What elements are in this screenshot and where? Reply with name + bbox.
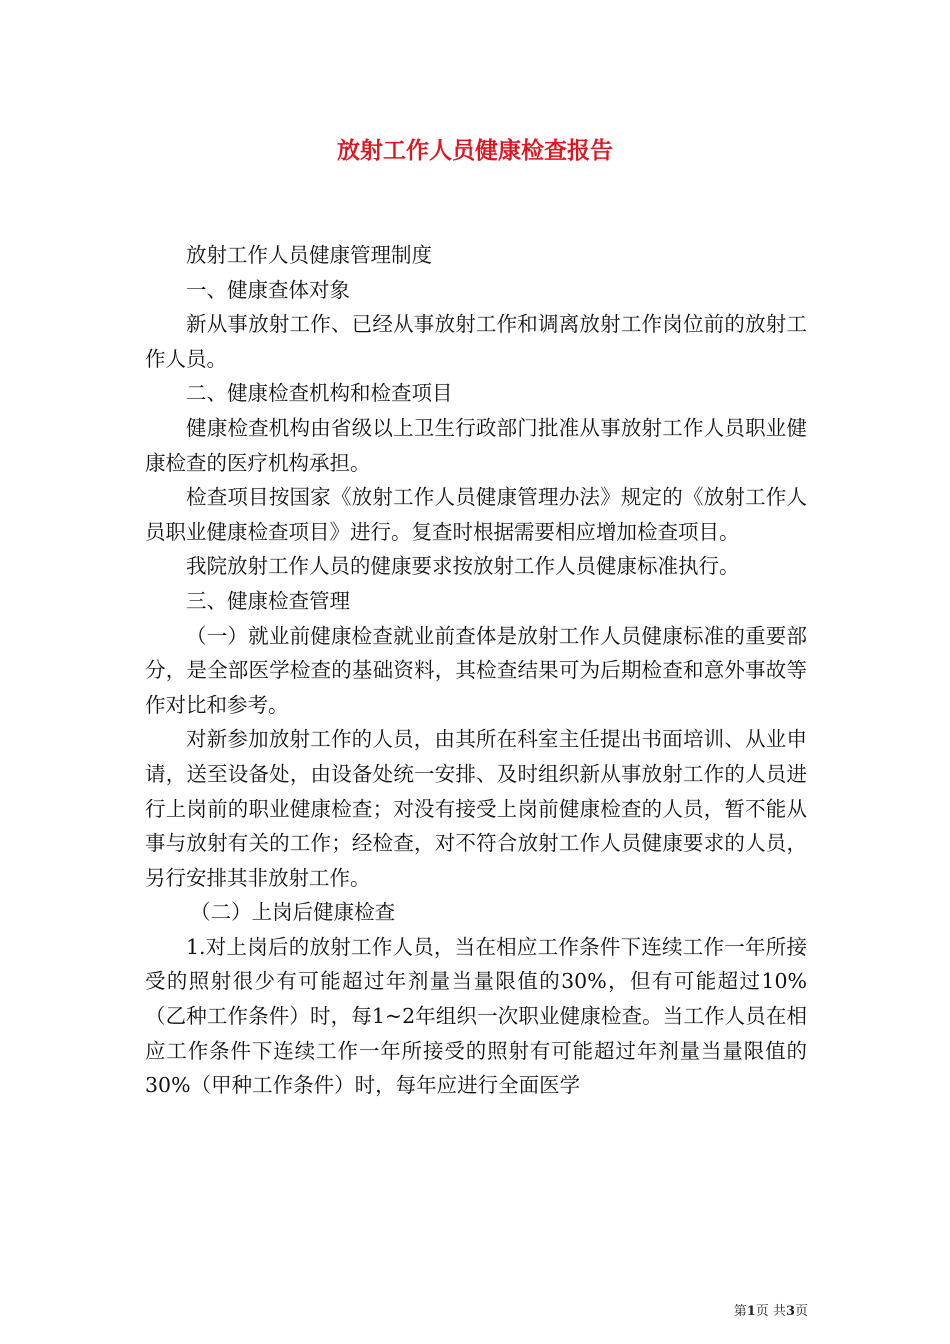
footer-suffix: 页 [794, 1304, 808, 1319]
footer-middle: 页 共 [755, 1304, 786, 1319]
paragraph: 新从事放射工作、已经从事放射工作和调离放射工作岗位前的放射工作人员。 [145, 312, 807, 371]
paragraph: 放射工作人员健康管理制度 [186, 243, 432, 267]
document-body [145, 238, 807, 1103]
paragraph: 三、健康检查管理 [186, 588, 350, 613]
paragraph: （一）就业前健康检查就业前查体是放射工作人员健康标准的重要部分，是全部医学检查的基础资料，其检查结果可为后期检查和意外事故等作对比和参考。 [145, 623, 807, 717]
paragraph: 检查项目按国家《放射工作人员健康管理办法》规定的《放射工作人员职业健康检查项目》进行。复查时根据需要相应增加检查项目。 [145, 485, 807, 544]
page-number-footer [734, 1300, 808, 1319]
document-title: 放射工作人员健康检查报告 [337, 137, 613, 164]
current-page-number: 1 [746, 1304, 756, 1319]
paragraph: 二、健康检查机构和检查项目 [186, 381, 453, 406]
paragraph: 健康检查机构由省级以上卫生行政部门批准从事放射工作人员职业健康检查的医疗机构承担。 [145, 415, 807, 475]
paragraph: 我院放射工作人员的健康要求按放射工作人员健康标准执行。 [186, 554, 740, 579]
paragraph: 一、健康查体对象 [186, 277, 350, 302]
paragraph: （二）上岗后健康检查 [190, 900, 396, 925]
paragraph: 1.对上岗后的放射工作人员，当在相应工作条件下连续工作一年所接受的照射很少有可能超过年剂量当量限值的30%，但有可能超过10%（乙种工作条件）时，每1~2年组织一次职业健康检查。当工作人员在相应工作条件下连续工作一年所接受的照射有可能超过年剂量当量限值的30%（甲种工作条件）时，每年应进行全面医学 [145, 934, 807, 1098]
footer-prefix: 第 [733, 1304, 747, 1319]
paragraph: 对新参加放射工作的人员，由其所在科室主任提出书面培训、从业申请，送至设备处，由设备处统一安排、及时组织新从事放射工作的人员进行上岗前的职业健康检查；对没有接受上岗前健康检查的人员，暂不能从事与放射有关的工作；经检查，对不符合放射工作人员健康要求的人员，另行安排其非放射工作。 [145, 727, 807, 890]
total-pages-number: 3 [785, 1304, 795, 1319]
